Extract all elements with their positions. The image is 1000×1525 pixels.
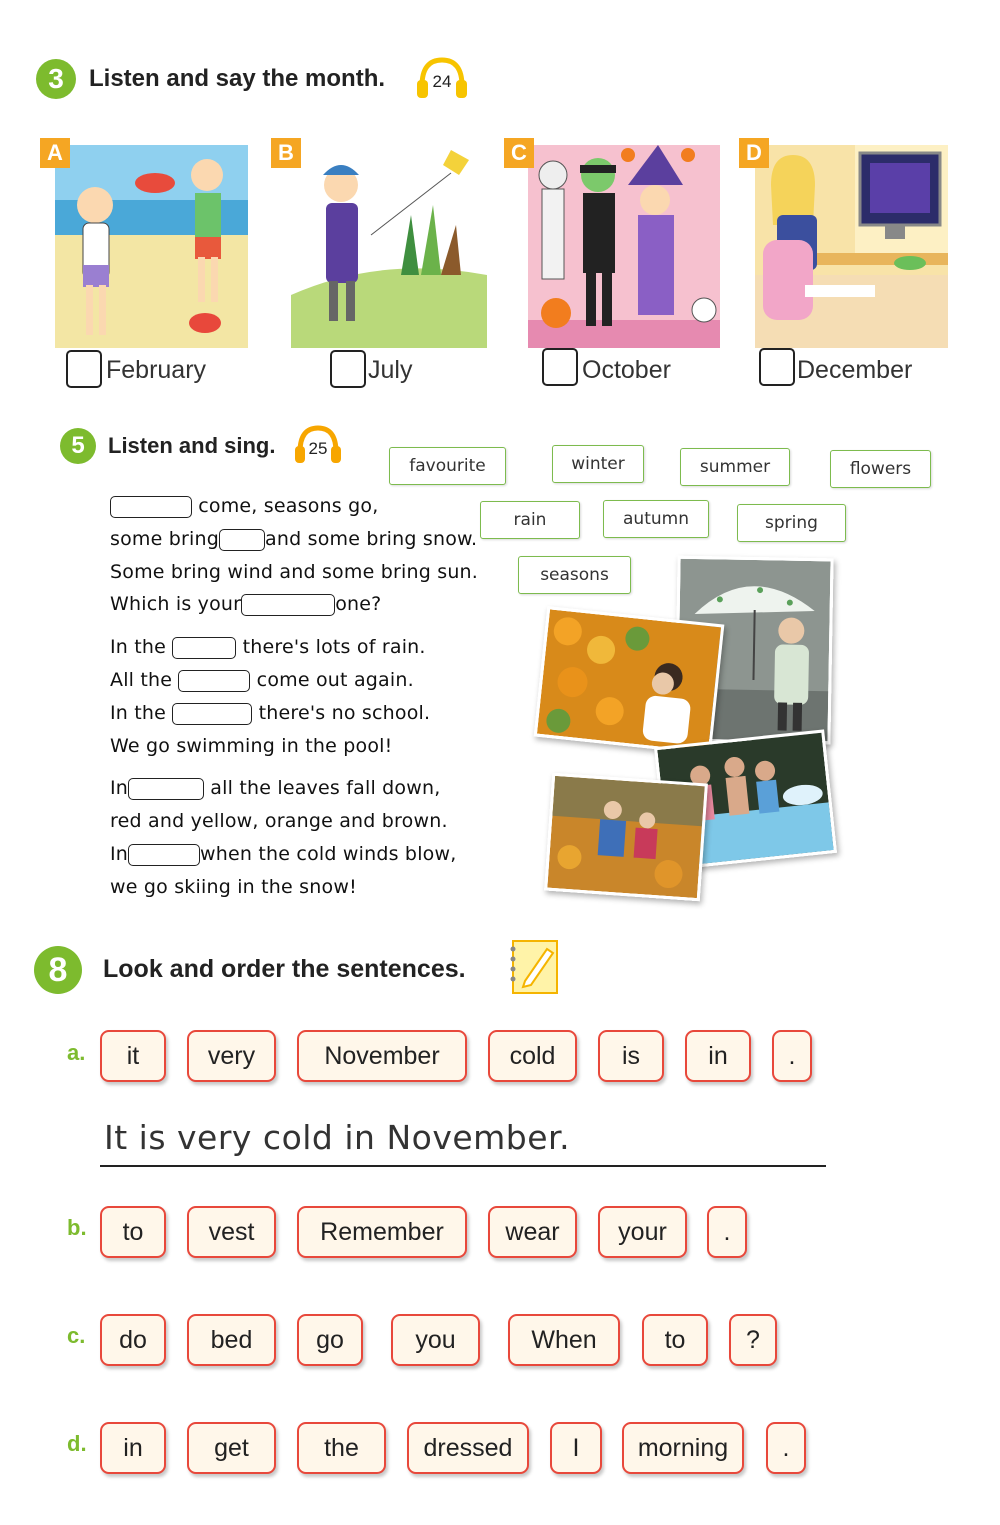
picture-b-windy-autumn (291, 145, 487, 348)
song-line (110, 495, 378, 518)
song-text: In the (110, 702, 167, 724)
song-text: red and yellow, orange and brown. (110, 810, 448, 832)
song-line (110, 876, 357, 898)
track-number-24: 24 (432, 72, 452, 91)
checkbox-february[interactable] (66, 350, 102, 388)
pencil-notebook-icon (505, 935, 561, 995)
checkbox-october[interactable] (542, 348, 578, 386)
row-label-d: d. (67, 1431, 87, 1456)
song-line (110, 843, 456, 866)
song-text: Which is your (110, 593, 242, 615)
song-line (110, 735, 392, 757)
word-tile[interactable]: bed (187, 1314, 276, 1366)
word-tile[interactable]: it (100, 1030, 166, 1082)
picture-letter-a: A (40, 138, 70, 168)
row-label-c: c. (67, 1323, 86, 1348)
word-tile[interactable]: to (642, 1314, 708, 1366)
word-tile[interactable]: is (598, 1030, 664, 1082)
checkbox-december[interactable] (759, 348, 795, 386)
exercise-8-number: 8 (34, 946, 82, 994)
song-text: In the (110, 636, 167, 658)
word-chip-winter[interactable]: winter (552, 445, 644, 483)
song-blank[interactable] (128, 778, 204, 800)
month-label-february: February (106, 356, 207, 384)
picture-d-computer (755, 145, 948, 348)
word-tile[interactable]: ? (729, 1314, 777, 1366)
word-tile[interactable]: wear (488, 1206, 577, 1258)
song-text: In (110, 843, 129, 865)
song-text: All the (110, 669, 173, 691)
word-tile[interactable]: . (766, 1422, 806, 1474)
song-text: there's lots of rain. (236, 636, 426, 658)
word-tile[interactable]: go (297, 1314, 363, 1366)
track-number-25: 25 (308, 439, 328, 458)
word-tile[interactable]: you (391, 1314, 480, 1366)
song-text: when the cold winds blow, (200, 843, 457, 865)
song-line (110, 669, 414, 692)
word-tile[interactable]: in (100, 1422, 166, 1474)
song-line (110, 636, 426, 659)
row-label-a: a. (67, 1040, 86, 1065)
exercise-5-number: 5 (60, 428, 96, 464)
word-tile[interactable]: your (598, 1206, 687, 1258)
word-tile[interactable]: cold (488, 1030, 577, 1082)
picture-c-halloween (528, 145, 720, 348)
word-chip-flowers[interactable]: flowers (830, 450, 931, 488)
month-label-october: October (582, 356, 671, 384)
song-blank[interactable] (241, 594, 335, 616)
word-tile[interactable]: in (685, 1030, 751, 1082)
song-text: some bring (110, 528, 220, 550)
picture-letter-b: B (271, 138, 301, 168)
word-chip-autumn[interactable]: autumn (603, 500, 709, 538)
checkbox-july[interactable] (330, 350, 366, 388)
picture-letter-d: D (739, 138, 769, 168)
song-line (110, 561, 478, 583)
word-tile[interactable]: . (707, 1206, 747, 1258)
song-text: one? (335, 593, 382, 615)
song-text: all the leaves fall down, (204, 777, 441, 799)
song-line (110, 593, 381, 616)
answer-line (100, 1165, 826, 1167)
word-chip-spring[interactable]: spring (737, 504, 846, 542)
song-blank[interactable] (110, 496, 192, 518)
song-blank[interactable] (172, 637, 236, 659)
photo-girl-flowers-spring (534, 606, 725, 755)
word-tile[interactable]: dressed (407, 1422, 529, 1474)
word-tile[interactable]: I (550, 1422, 602, 1474)
row-label-b: b. (67, 1215, 87, 1240)
word-chip-seasons[interactable]: seasons (518, 556, 631, 594)
song-line (110, 702, 430, 725)
song-blank[interactable] (219, 529, 265, 551)
word-tile[interactable]: morning (622, 1422, 744, 1474)
song-blank[interactable] (172, 703, 252, 725)
word-tile[interactable]: . (772, 1030, 812, 1082)
word-chip-summer[interactable]: summer (680, 448, 790, 486)
song-text: come, seasons go, (192, 495, 379, 517)
word-tile[interactable]: Remember (297, 1206, 467, 1258)
exercise-3-number: 3 (36, 59, 76, 99)
song-blank[interactable] (128, 844, 200, 866)
song-line (110, 777, 440, 800)
song-text: Some bring wind and some bring sun. (110, 561, 479, 583)
photo-kids-leaves-autumn (544, 773, 708, 902)
exercise-3-title: Listen and say the month. (89, 65, 386, 92)
word-tile[interactable]: November (297, 1030, 467, 1082)
picture-letter-c: C (504, 138, 534, 168)
song-text: In (110, 777, 129, 799)
word-tile[interactable]: get (187, 1422, 276, 1474)
song-line (110, 810, 448, 832)
word-tile[interactable]: do (100, 1314, 166, 1366)
word-tile[interactable]: vest (187, 1206, 276, 1258)
word-tile[interactable]: to (100, 1206, 166, 1258)
song-text: We go swimming in the pool! (110, 735, 393, 757)
word-tile[interactable]: When (508, 1314, 620, 1366)
song-text: there's no school. (252, 702, 431, 724)
word-chip-rain[interactable]: rain (480, 501, 580, 539)
month-label-december: December (797, 356, 913, 384)
picture-a-beach (55, 145, 248, 348)
song-text: we go skiing in the snow! (110, 876, 357, 898)
song-text: and some bring snow. (265, 528, 478, 550)
song-text: come out again. (250, 669, 414, 691)
word-tile[interactable]: very (187, 1030, 276, 1082)
exercise-5-title: Listen and sing. (108, 433, 276, 458)
word-chip-favourite[interactable]: favourite (389, 447, 506, 485)
example-answer: It is very cold in November. (104, 1118, 571, 1157)
exercise-8-title: Look and order the sentences. (103, 955, 466, 983)
month-label-july: July (368, 356, 413, 384)
song-blank[interactable] (178, 670, 250, 692)
song-line (110, 528, 477, 551)
word-tile[interactable]: the (297, 1422, 386, 1474)
